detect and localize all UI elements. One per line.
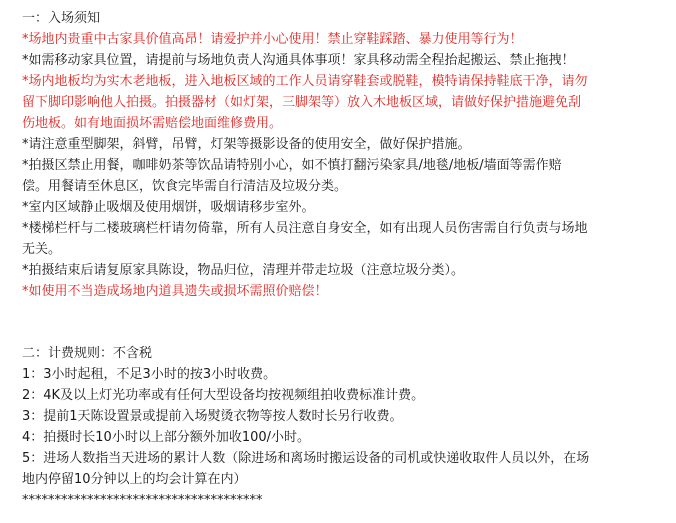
asterisk-divider: *************************************: [22, 493, 263, 508]
notice-line: *拍摄结束后请复原家具陈设，物品归位，清理并带走垃圾（注意垃圾分类）。: [22, 263, 465, 278]
notice-line: 偿。用餐请至休息区，饮食完毕需自行清洁及垃圾分类。: [22, 179, 348, 194]
notice-line: 无关。: [22, 242, 62, 257]
notice-line: *拍摄区禁止用餐，咖啡奶茶等饮品请特别小心，如不慎打翻污染家具/地毯/地板/墙面等需作赔: [22, 158, 562, 173]
notice-line: *场地内贵重中古家具价值高昂！请爱护并小心使用！禁止穿鞋踩踏、暴力使用等行为！: [22, 32, 523, 47]
pricing-rule-line: 1：3小时起租，不足3小时的按3小时收费。: [22, 367, 277, 382]
pricing-rule-line: 3：提前1天陈设置景或提前入场熨烫衣物等按人数时长另行收费。: [22, 409, 403, 424]
pricing-rule-line: 5：进场人数指当天进场的累计人数（除进场和离场时搬运设备的司机或快递收取件人员以外，在场: [22, 451, 590, 466]
notice-line: *楼梯栏杆与二楼玻璃栏杆请勿倚靠，所有人员注意自身安全，如有出现人员伤害需自行负责与场地: [22, 221, 588, 236]
notice-line: *场内地板均为实木老地板，进入地板区域的工作人员请穿鞋套或脱鞋，模特请保持鞋底干净，请勿: [22, 74, 588, 89]
notice-line: 伤地板。如有地面损坏需赔偿地面维修费用。: [22, 116, 283, 131]
notice-line: *如使用不当造成场地内道具遗失或损坏需照价赔偿！: [22, 284, 328, 299]
notice-line: *室内区域静止吸烟及使用烟饼，吸烟请移步室外。: [22, 200, 315, 215]
section-spacer: [22, 302, 664, 343]
pricing-rule-line: 4：拍摄时长10小时以上部分额外加收100/小时。: [22, 430, 311, 445]
section1-title: 一：入场须知: [22, 11, 101, 26]
notice-line: 留下脚印影响他人拍摄。拍摄器材（如灯架，三脚架等）放入木地板区域，请做好保护措施避免刮: [22, 95, 582, 110]
notice-line: *如需移动家具位置，请提前与场地负责人沟通具体事项！家具移动需全程抬起搬运、禁止拖拽！: [22, 53, 575, 68]
notice-line: *请注意重型脚架，斜臂，吊臂，灯架等摄影设备的使用安全，做好保护措施。: [22, 137, 471, 152]
pricing-rule-line: 地内停留10分钟以上的均会计算在内）: [22, 472, 247, 487]
section2-title: 二：计费规则：不含税: [22, 346, 153, 361]
pricing-rule-line: 2：4K及以上灯光功率或有任何大型设备均按视频组拍收费标准计费。: [22, 388, 425, 403]
